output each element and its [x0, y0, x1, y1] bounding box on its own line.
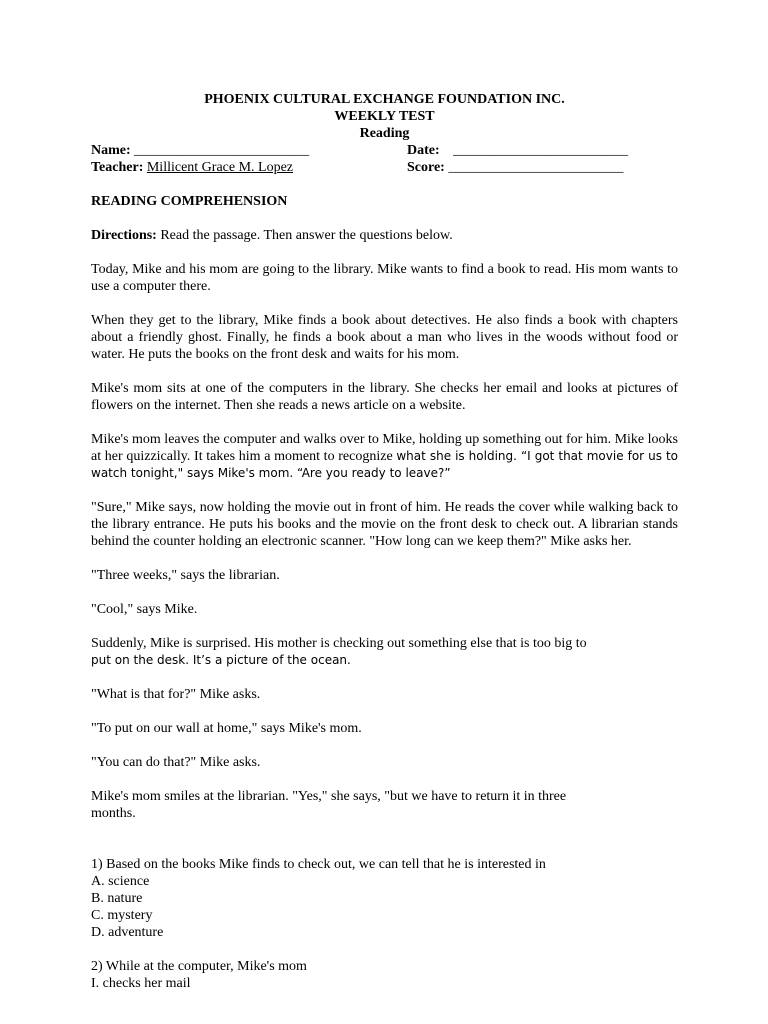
directions-label: Directions:	[91, 228, 157, 243]
passage-paragraph-4-part-1: Mike's mom leaves the computer and walks over to Mike, holding up something out for him. Mike looks at her quizzically. It takes him a moment to recognize	[91, 432, 678, 464]
passage-paragraph-3: Mike's mom sits at one of the computers in the library. She checks her email and looks at pictures of flowers on the internet. Then she reads a news article on a website.	[91, 381, 678, 413]
passage-paragraph-12-line-2: months.	[91, 806, 136, 821]
passage-paragraph-12-line-1: Mike's mom smiles at the librarian. "Yes," she says, "but we have to return it in three	[91, 789, 567, 804]
test-title: WEEKLY TEST	[334, 109, 435, 124]
question-1-option-c: C. mystery	[91, 908, 153, 923]
date-blank: _________________________	[453, 143, 629, 158]
name-date-row	[91, 142, 678, 159]
passage-paragraph-6: "Three weeks," says the librarian.	[91, 568, 280, 583]
worksheet-content	[91, 91, 678, 992]
question-1-option-a: A. science	[91, 874, 150, 889]
question-2	[91, 958, 678, 992]
passage-paragraph-5: "Sure," Mike says, now holding the movie out in front of him. He reads the cover while walking back to the library entrance. He puts his books and the movie on the front desk to check out. A librarian stands behind the counter holding an electronic scanner. "How long can we keep them?" Mike asks her.	[91, 500, 678, 549]
org-title: PHOENIX CULTURAL EXCHANGE FOUNDATION INC.	[204, 92, 565, 107]
passage-paragraph-4-part-2: what she is holding. “I got that movie for us to watch tonight," says Mike's mom. “Are you ready to leave?”	[91, 449, 678, 480]
passage-paragraph-11: "You can do that?" Mike asks.	[91, 755, 261, 770]
question-2-option-1: I. checks her mail	[91, 976, 191, 991]
name-label: Name:	[91, 143, 131, 158]
teacher-label: Teacher:	[91, 160, 144, 175]
question-1-option-d: D. adventure	[91, 925, 164, 940]
question-2-stem: 2) While at the computer, Mike's mom	[91, 959, 307, 974]
score-blank: _________________________	[448, 160, 624, 175]
score-label: Score:	[407, 160, 445, 175]
question-1	[91, 856, 678, 941]
passage-paragraph-2: When they get to the library, Mike finds a book about detectives. He also finds a book with chapters about a friendly ghost. Finally, he finds a book about a man who lives in the woods without food or water. He puts the books on the front desk and waits for his mom.	[91, 313, 678, 362]
question-1-stem: 1) Based on the books Mike finds to check out, we can tell that he is interested in	[91, 857, 546, 872]
passage-paragraph-8-line-2: put on the desk. It’s a picture of the ocean.	[91, 653, 351, 667]
directions-text: Read the passage. Then answer the questions below.	[156, 228, 453, 243]
passage-paragraph-8-line-1: Suddenly, Mike is surprised. His mother is checking out something else that is too big to	[91, 636, 587, 651]
passage-paragraph-7: "Cool," says Mike.	[91, 602, 198, 617]
passage-paragraph-8	[91, 635, 678, 669]
passage-paragraph-10: "To put on our wall at home," says Mike's mom.	[91, 721, 362, 736]
section-title: READING COMPREHENSION	[91, 194, 288, 209]
teacher-score-row	[91, 159, 678, 176]
date-label: Date:	[407, 143, 440, 158]
passage-paragraph-12	[91, 788, 678, 822]
directions	[91, 227, 678, 244]
passage-paragraph-4	[91, 431, 678, 482]
subject-title: Reading	[359, 126, 410, 141]
passage-paragraph-1: Today, Mike and his mom are going to the library. Mike wants to find a book to read. His mom wants to use a computer there.	[91, 262, 678, 294]
passage-paragraph-9: "What is that for?" Mike asks.	[91, 687, 261, 702]
teacher-name: Millicent Grace M. Lopez	[146, 160, 294, 175]
question-1-option-b: B. nature	[91, 891, 143, 906]
name-blank: _________________________	[134, 143, 310, 158]
